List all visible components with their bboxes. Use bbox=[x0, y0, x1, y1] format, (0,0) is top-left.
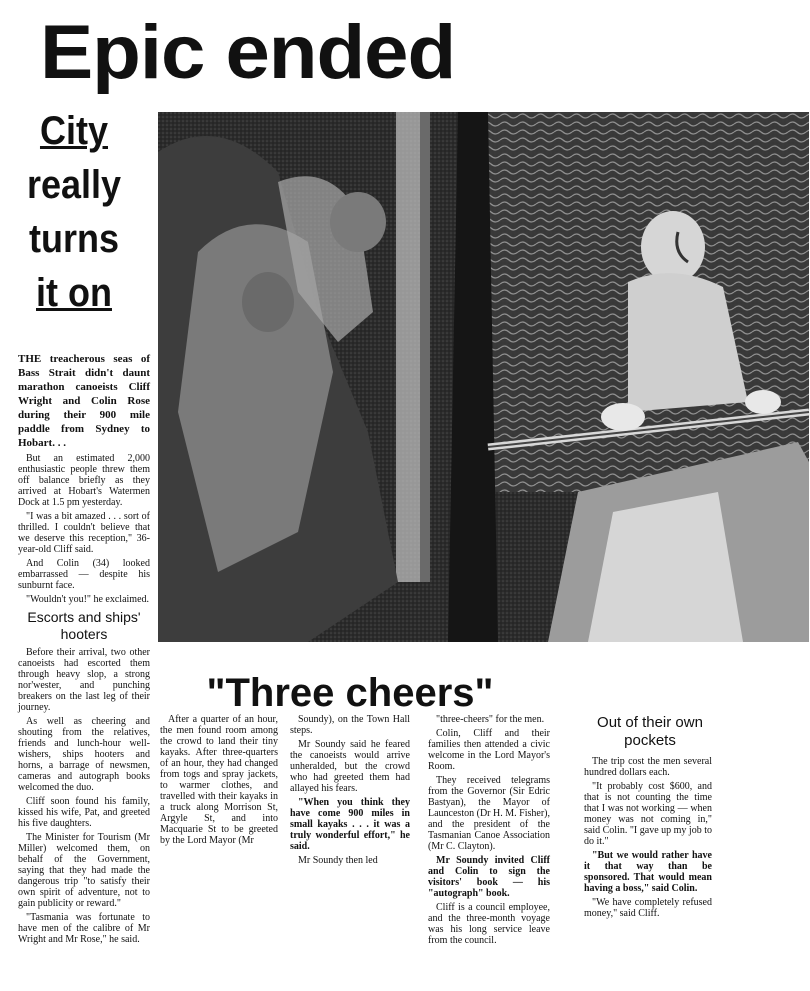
side-headline bbox=[24, 104, 125, 320]
col5-paragraph-2: "It probably cost $600, and that is not counting the time that I was not working — when money was not coming in," said Colin. "I gave up my job to do it." bbox=[584, 781, 712, 847]
left-paragraph-3: "I was a bit amazed . . . sort of thrilled. I couldn't believe that we deserve this reception," 36-year-old Cliff said. bbox=[18, 511, 150, 555]
lead-paragraph: THE treacherous seas of Bass Strait didn't daunt marathon canoeists Cliff Wright and Colin Rose during their 900 mile paddle from Sydney to Hobart. . . bbox=[18, 353, 150, 449]
col5-paragraph-4: "We have completely refused money," said Cliff. bbox=[584, 897, 712, 919]
three-cheers-headline: "Three cheers" bbox=[206, 671, 494, 715]
left-paragraph-7: As well as cheering and shouting from the relatives, friends and lunch-hour well-wishers, ships hooters and horns, a barrage of newsmen, cameras and autograph books welcomed the duo. bbox=[18, 716, 150, 793]
side-headline-line-4: it on bbox=[36, 271, 112, 315]
column-5 bbox=[584, 756, 712, 926]
left-paragraph-9: The Minister for Tourism (Mr Miller) welcomed them, on behalf of the Government, saying that they had made the dangerous trip "to satisfy their own spirit of adventure, not to gain publicity or reward." bbox=[18, 832, 150, 909]
col4-paragraph-2: Colin, Cliff and their families then attended a civic welcome in the Lord Mayor's Room. bbox=[428, 728, 550, 772]
col3-paragraph-3: "When you think they have come 900 miles in small kayaks . . . it was a truly wonderful effort," he said. bbox=[290, 797, 410, 852]
col5-paragraph-1: The trip cost the men several hundred dollars each. bbox=[584, 756, 712, 778]
column-2 bbox=[160, 714, 278, 864]
col2-paragraph-1: After a quarter of an hour, the men found room among the crowd to land their tiny kayaks. After three-quarters of an hour, they had changed from togs and spray jackets, to warmer clothes, and travelled with their kayaks in a truck along Morrison St, Argyle St, and into Macquarie St to be greeted by the Lord Mayor (Mr bbox=[160, 714, 278, 846]
col4-paragraph-3: They received telegrams from the Governor (Sir Edric Bastyan), the Mayor of Launceston (Dr H. M. Fisher), and the president of the Tasmanian Canoe Association (Mr C. Clayton). bbox=[428, 775, 550, 852]
side-headline-line-1: City bbox=[39, 109, 109, 153]
escorts-subhead: Escorts and ships' hooters bbox=[27, 609, 141, 642]
photo-canoeists-arrival bbox=[158, 112, 809, 642]
left-paragraph-10: "Tasmania was fortunate to have men of the calibre of Mr Wright and Mr Rose," he said. bbox=[18, 912, 150, 945]
col4-paragraph-4: Mr Soundy invited Cliff and Colin to sign the visitors' book — his "autograph" book. bbox=[428, 855, 550, 899]
left-paragraph-4: And Colin (34) looked embarrassed — despite his sunburnt face. bbox=[18, 558, 150, 591]
col4-paragraph-1: "three-cheers" for the men. bbox=[436, 714, 545, 725]
left-paragraph-2: But an estimated 2,000 enthusiastic people threw them off balance briefly as they arrived at Hobart's Watermen Dock at 1.5 pm yesterday. bbox=[18, 453, 150, 508]
left-paragraph-5: "Wouldn't you!" he exclaimed. bbox=[26, 594, 150, 605]
col4-paragraph-5: Cliff is a council employee, and the three-month voyage was his long service leave from the council. bbox=[428, 902, 550, 946]
col5-paragraph-3: "But we would rather have it that way than be sponsored. That would mean having a boss," said Colin. bbox=[584, 850, 712, 894]
col3-paragraph-4: Mr Soundy then led bbox=[298, 855, 378, 866]
news-photo bbox=[158, 112, 809, 642]
left-column bbox=[18, 352, 150, 984]
left-paragraph-6: Before their arrival, two other canoeists had escorted them through heavy slop, a strong nor'wester, and punching breakers on the last leg of their journey. bbox=[18, 647, 150, 713]
side-headline-line-3: turns bbox=[29, 217, 120, 261]
column-3 bbox=[290, 714, 410, 864]
col3-paragraph-1: Soundy), on the Town Hall steps. bbox=[290, 714, 410, 736]
column-4 bbox=[428, 714, 550, 946]
pockets-subhead: Out of their own pockets bbox=[597, 714, 703, 749]
side-headline-line-2: really bbox=[26, 163, 122, 207]
left-paragraph-8: Cliff soon found his family, kissed his wife, Pat, and greeted his five daughters. bbox=[18, 796, 150, 829]
col3-paragraph-2: Mr Soundy said he feared the canoeists would arrive unheralded, but the crowd who had greeted them had allayed his fears. bbox=[290, 739, 410, 794]
main-headline: Epic ended bbox=[40, 10, 456, 95]
